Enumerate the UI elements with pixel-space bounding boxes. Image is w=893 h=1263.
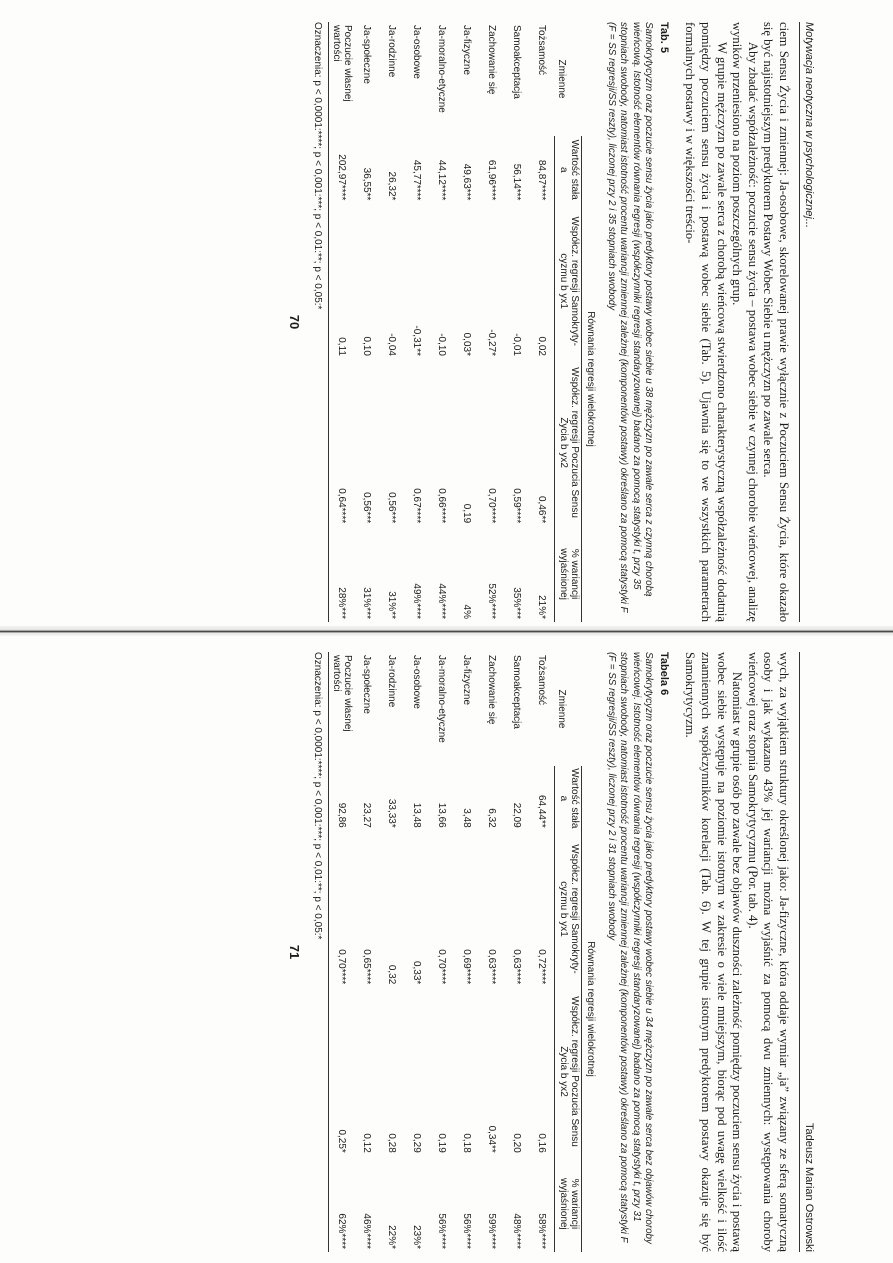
cell-b2: 0,28	[386, 1133, 398, 1153]
cell-pct: 28%***	[329, 526, 355, 622]
table-caption: Samokrytycyzm oraz poczucie sensu życia jako predyktory postawy wobec siebie u 38 mężczyzn po zawale serca z czynną chorobą wieńcową. Istotność elementów równania regresji (współczynniki regresji standaryzowanej) badano za pomocą statystyki t, przy 35 stopniach swobody, natomiast istotność procentu wariancji zmiennej zależnej (komponentów postawy) określano za pomocą statystyki F (F = SS regresji/SS reszty), liczonej przy 2 i 35 stopniach swobody	[606, 22, 654, 613]
table-row	[479, 22, 504, 622]
cell-a: 202,97****	[329, 136, 355, 203]
cell-b2: 0,12	[361, 1133, 373, 1153]
cell-b1: 0,70****	[436, 949, 448, 985]
cell-a: 92,86	[329, 766, 355, 831]
paragraph: ciem Sensu Życia i zmiennej: Ja-osobowe, skorelowanej prawie wyłącznie z Poczuciem Sensu Życia, które okazało się być najistotniejszym predyktorem Postawy Wobec Siebie u mężczyzn po zawale serca.	[761, 22, 791, 622]
cell-b2: 0,56***	[386, 492, 398, 524]
cell-b1: -0,04	[386, 333, 398, 356]
cell-pct: 59%****	[486, 1213, 498, 1249]
cell-variable: Samoakceptacja	[511, 25, 523, 99]
col-b1: Współcz. regresji Samokryty-cyzmu b yx1	[555, 831, 582, 988]
group-header: Równania regresji wielokrotnej	[582, 136, 598, 622]
cell-variable: Ja-fizyczne	[461, 655, 473, 706]
page-70	[0, 22, 815, 622]
cell-a: 13,66	[436, 802, 448, 828]
cell-b2: 0,25*	[329, 987, 355, 1156]
cell-a: 64,44**	[536, 794, 548, 828]
running-header: Motywacja neotyczna w psychologicznej...	[799, 22, 815, 622]
table-label: Tab. 5	[657, 22, 670, 53]
cell-b1: -0,01	[511, 333, 523, 356]
cell-b1: 0,65****	[361, 949, 373, 985]
cell-a: 56,14***	[511, 163, 523, 201]
col-pct: % wariancji wyjaśnionej	[555, 526, 582, 622]
cell-a: 49,63***	[461, 163, 473, 201]
table-row	[479, 652, 504, 1252]
regression-table	[328, 652, 597, 1252]
cell-pct: 22%*	[386, 1225, 398, 1249]
table-caption: Samokrytycyzm oraz poczucie sensu życia jako predyktory postawy wobec siebie u 34 mężczyzn po zawale serca bez objawów choroby wieńcowej. Istotność elementów równania regresji (współczynniki regresji standaryzowanej) badano za pomocą statystyki t, przy 31 stopniach swobody, natomiast istotność procentu wariancji zmiennej zależnej (komponentów postawy) określano za pomocą statystyki F (F = SS regresji/SS reszty), liczonej przy 2 i 31 stopniach swobody	[606, 652, 654, 1244]
table-row	[354, 22, 379, 622]
cell-b1: 0,33*	[411, 960, 423, 985]
cell-b2: 0,18	[461, 1133, 473, 1153]
cell-pct: 58%****	[536, 1213, 548, 1249]
table-row	[429, 22, 454, 622]
table-row	[504, 652, 529, 1252]
col-b2: Współcz. regresji Poczucia Sensu Życia b yx2	[555, 987, 582, 1156]
col-const: Wartość stała a	[555, 766, 582, 831]
cell-b2: 0,59****	[511, 488, 523, 524]
cell-b2: 0,29	[411, 1133, 423, 1153]
cell-b1: -0,27*	[486, 329, 498, 356]
cell-pct: 48%****	[511, 1213, 523, 1249]
cell-b1: 0,70****	[329, 831, 355, 988]
table-row	[454, 22, 479, 622]
cell-a: 45,77****	[411, 159, 423, 201]
cell-pct: 44%****	[436, 583, 448, 619]
col-pct: % wariancji wyjaśnionej	[555, 1156, 582, 1252]
cell-a: 22,09	[511, 802, 523, 828]
cell-a: 26,32*	[386, 171, 398, 201]
cell-b1: 0,11	[329, 203, 355, 359]
col-b2: Współcz. regresji Poczucia Sensu Życia b yx2	[555, 359, 582, 526]
page-71	[0, 652, 815, 1252]
cell-b1: 0,02	[536, 336, 548, 356]
cell-pct: 49%****	[411, 583, 423, 619]
page-number: 70	[287, 314, 303, 330]
table-row	[404, 22, 429, 622]
cell-b2: 0,19	[461, 503, 473, 524]
cell-a: 6,32	[486, 808, 498, 828]
cell-b1: 0,63****	[511, 949, 523, 985]
col-variables: Zmienne	[555, 59, 567, 99]
cell-b2: 0,34**	[486, 1125, 498, 1153]
running-header: Tadeusz Marian Ostrowski	[799, 652, 815, 1252]
table-row	[529, 22, 555, 622]
cell-b1: 0,72****	[536, 949, 548, 985]
cell-variable: Ja-rodzinne	[386, 655, 398, 708]
cell-b1: 0,32	[386, 964, 398, 985]
cell-pct: 56%****	[461, 1213, 473, 1249]
cell-variable: Ja-rodzinne	[386, 25, 398, 78]
cell-b2: 0,67****	[411, 488, 423, 524]
cell-variable: Zachowanie się	[486, 655, 498, 725]
cell-b2: 0,56***	[361, 492, 373, 524]
body-text	[682, 652, 791, 1252]
table-row	[354, 652, 379, 1252]
cell-variable: Ja-osobowe	[411, 25, 423, 79]
table-row	[404, 652, 429, 1252]
cell-b1: -0,31**	[411, 325, 423, 356]
cell-variable: Tożsamość	[536, 25, 548, 76]
cell-pct: 52%****	[486, 583, 498, 619]
table-row	[379, 22, 404, 622]
table-row	[504, 22, 529, 622]
paragraph: wych, za wyjątkiem struktury określonej jako: Ja-fizyczne, która oddaje wymiar „ja” związany ze sferą somatyczną osoby i jak wykazano 43% jej wariancji można wyjaśnić za pomocą dwu zmiennych: występowania choroby wieńcowej oraz stopnia Samokrytycyzmu (Por. tab. 4).	[745, 652, 791, 1252]
cell-pct: 4%	[461, 604, 473, 619]
cell-b2: 0,70****	[486, 488, 498, 524]
cell-variable: Ja-moralno-etyczne	[436, 25, 448, 113]
cell-pct: 21%*	[536, 595, 548, 619]
cell-a: 61,96****	[486, 159, 498, 201]
cell-variable: Ja-moralno-etyczne	[436, 655, 448, 743]
cell-variable: Poczucie własnej wartości	[329, 22, 355, 136]
table-row	[329, 22, 355, 622]
cell-b1: -0,10	[436, 333, 448, 356]
col-b1: Współcz. regresji Samokryty-cyzmu b yx1	[555, 203, 582, 359]
col-const: Wartość stała a	[555, 136, 582, 203]
table-label: Tabela 6	[657, 652, 670, 696]
table-row	[454, 652, 479, 1252]
cell-a: 84,87****	[536, 159, 548, 201]
table-row	[379, 652, 404, 1252]
cell-a: 3,48	[461, 808, 473, 828]
cell-pct: 31%***	[361, 587, 373, 619]
paragraph: Aby zbadać współzależność: poczucie sensu życia – postawa wobec siebie w czynnej chorobie wieńcowej, analizę wyników przeniesiono na poziom poszczególnych grup.	[730, 22, 760, 622]
cell-variable: Ja-społeczne	[361, 655, 373, 714]
cell-variable: Ja-osobowe	[411, 655, 423, 709]
table-row	[429, 652, 454, 1252]
cell-variable: Zachowanie się	[486, 25, 498, 95]
group-header: Równania regresji wielokrotnej	[582, 766, 598, 1252]
cell-variable: Samoakceptacja	[511, 655, 523, 729]
cell-b1: 0,63****	[486, 949, 498, 985]
cell-pct: 62%****	[329, 1156, 355, 1252]
cell-variable: Ja-społeczne	[361, 25, 373, 84]
cell-b2: 0,66****	[436, 488, 448, 524]
cell-b2: 0,19	[436, 1133, 448, 1153]
cell-variable: Tożsamość	[536, 655, 548, 706]
cell-a: 23,27	[361, 802, 373, 828]
cell-b2: 0,46**	[536, 495, 548, 524]
cell-variable: Poczucie własnej wartości	[329, 652, 355, 766]
regression-table	[328, 22, 597, 622]
body-text	[682, 22, 791, 622]
table-row	[529, 652, 555, 1252]
cell-a: 13,48	[411, 802, 423, 828]
cell-b1: 0,10	[361, 336, 373, 356]
col-variables: Zmienne	[555, 689, 567, 729]
cell-a: 44,12****	[436, 159, 448, 201]
paragraph: Natomiast w grupie osób po zawale bez objawów duszności zależność pomiędzy poczuciem sensu życia i postawą wobec siebie występuje na poziomie istotnym w zakresie o wiele mniejszym, biorąc pod uwagę wielkość i ilość znamiennych współczynników korelacji (Tab. 6). W tej grupie istotnym predyktorem postawy okazuje się być Samokrytycyzm.	[683, 652, 745, 1252]
significance-notes: Oznaczenia: p < 0,0001:****; p < 0,001:***; p < 0,01:**; p < 0,05:*	[312, 652, 324, 940]
cell-b1: 0,03*	[461, 332, 473, 356]
cell-pct: 56%****	[436, 1213, 448, 1249]
cell-b2: 0,20	[511, 1133, 523, 1153]
table-row	[329, 652, 355, 1252]
cell-pct: 23%*	[411, 1225, 423, 1249]
cell-b2: 0,16	[536, 1133, 548, 1153]
page-number: 71	[287, 944, 303, 960]
cell-pct: 46%****	[361, 1213, 373, 1249]
page-fold-divider	[0, 626, 893, 636]
significance-notes: Oznaczenia: p < 0,0001:****; p < 0,001:***; p < 0,01:**; p < 0,05:*	[312, 22, 324, 310]
cell-variable: Ja-fizyczne	[461, 25, 473, 76]
cell-b1: 0,69****	[461, 949, 473, 985]
cell-a: 36,55**	[361, 167, 373, 201]
paragraph: W grupie mężczyzn po zawale serca z chorobą wieńcową stwierdzono charakterystyczną współzależność dodatnią pomiędzy poczuciem sensu życia i postawą wobec siebie (Tab. 5). Ujawnia się to we wszystkich parametrach formalnych postawy i w większości treścio-	[683, 22, 729, 622]
cell-b2: 0,64****	[329, 359, 355, 526]
cell-a: 33,33*	[386, 798, 398, 828]
cell-pct: 35%***	[511, 587, 523, 619]
cell-pct: 31%**	[386, 591, 398, 619]
